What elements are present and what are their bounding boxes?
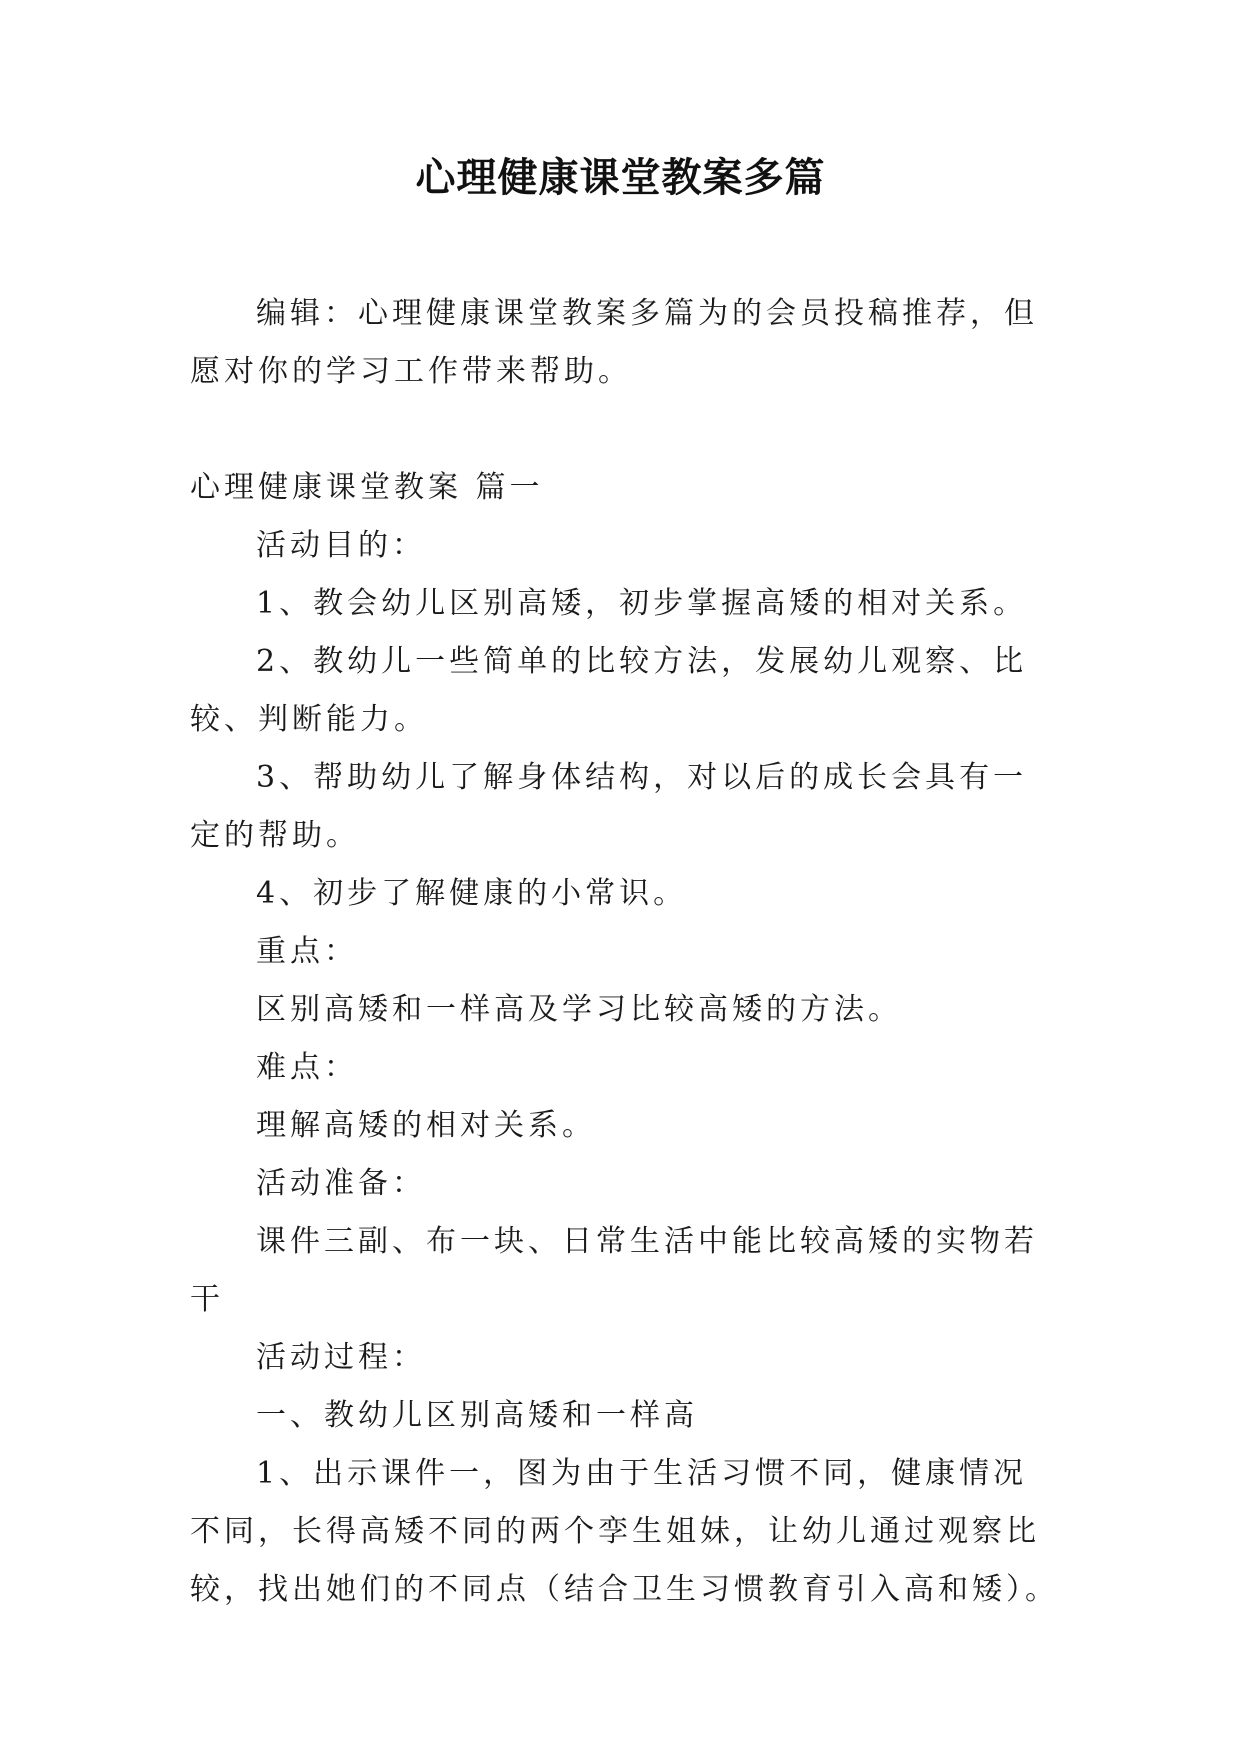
paragraph: 课件三副、布一块、日常生活中能比较高矮的实物若干: [190, 1224, 1038, 1317]
paragraph: 一、教幼儿区别高矮和一样高: [256, 1398, 698, 1433]
paragraph: 难点：: [256, 1050, 358, 1085]
document-title: 心理健康课堂教案多篇: [415, 154, 826, 201]
paragraph: 1、出示课件一，图为由于生活习惯不同，健康情况不同，长得高矮不同的两个孪生姐妹，让幼儿通过观察比较，找出她们的不同点（结合卫生习惯教育引入高和矮）。: [190, 1456, 1059, 1607]
paragraph: 活动目的：: [256, 528, 426, 563]
document-body: [190, 285, 1060, 1619]
paragraph: 1、教会幼儿区别高矮，初步掌握高矮的相对关系。: [256, 586, 1028, 621]
section-heading: 心理健康课堂教案 篇一: [190, 470, 544, 505]
paragraph: 区别高矮和一样高及学习比较高矮的方法。: [256, 992, 902, 1027]
paragraph: 活动过程：: [256, 1340, 426, 1375]
paragraph: 活动准备：: [256, 1166, 426, 1201]
paragraph: 重点：: [256, 934, 358, 969]
paragraph: 3、帮助幼儿了解身体结构，对以后的成长会具有一定的帮助。: [190, 760, 1028, 853]
paragraph: 理解高矮的相对关系。: [256, 1108, 596, 1143]
paragraph: 2、教幼儿一些简单的比较方法，发展幼儿观察、比较、判断能力。: [190, 644, 1028, 737]
intro-paragraph: 编辑：心理健康课堂教案多篇为的会员投稿推荐，但愿对你的学习工作带来帮助。: [190, 296, 1038, 389]
paragraph: 4、初步了解健康的小常识。: [256, 876, 688, 911]
